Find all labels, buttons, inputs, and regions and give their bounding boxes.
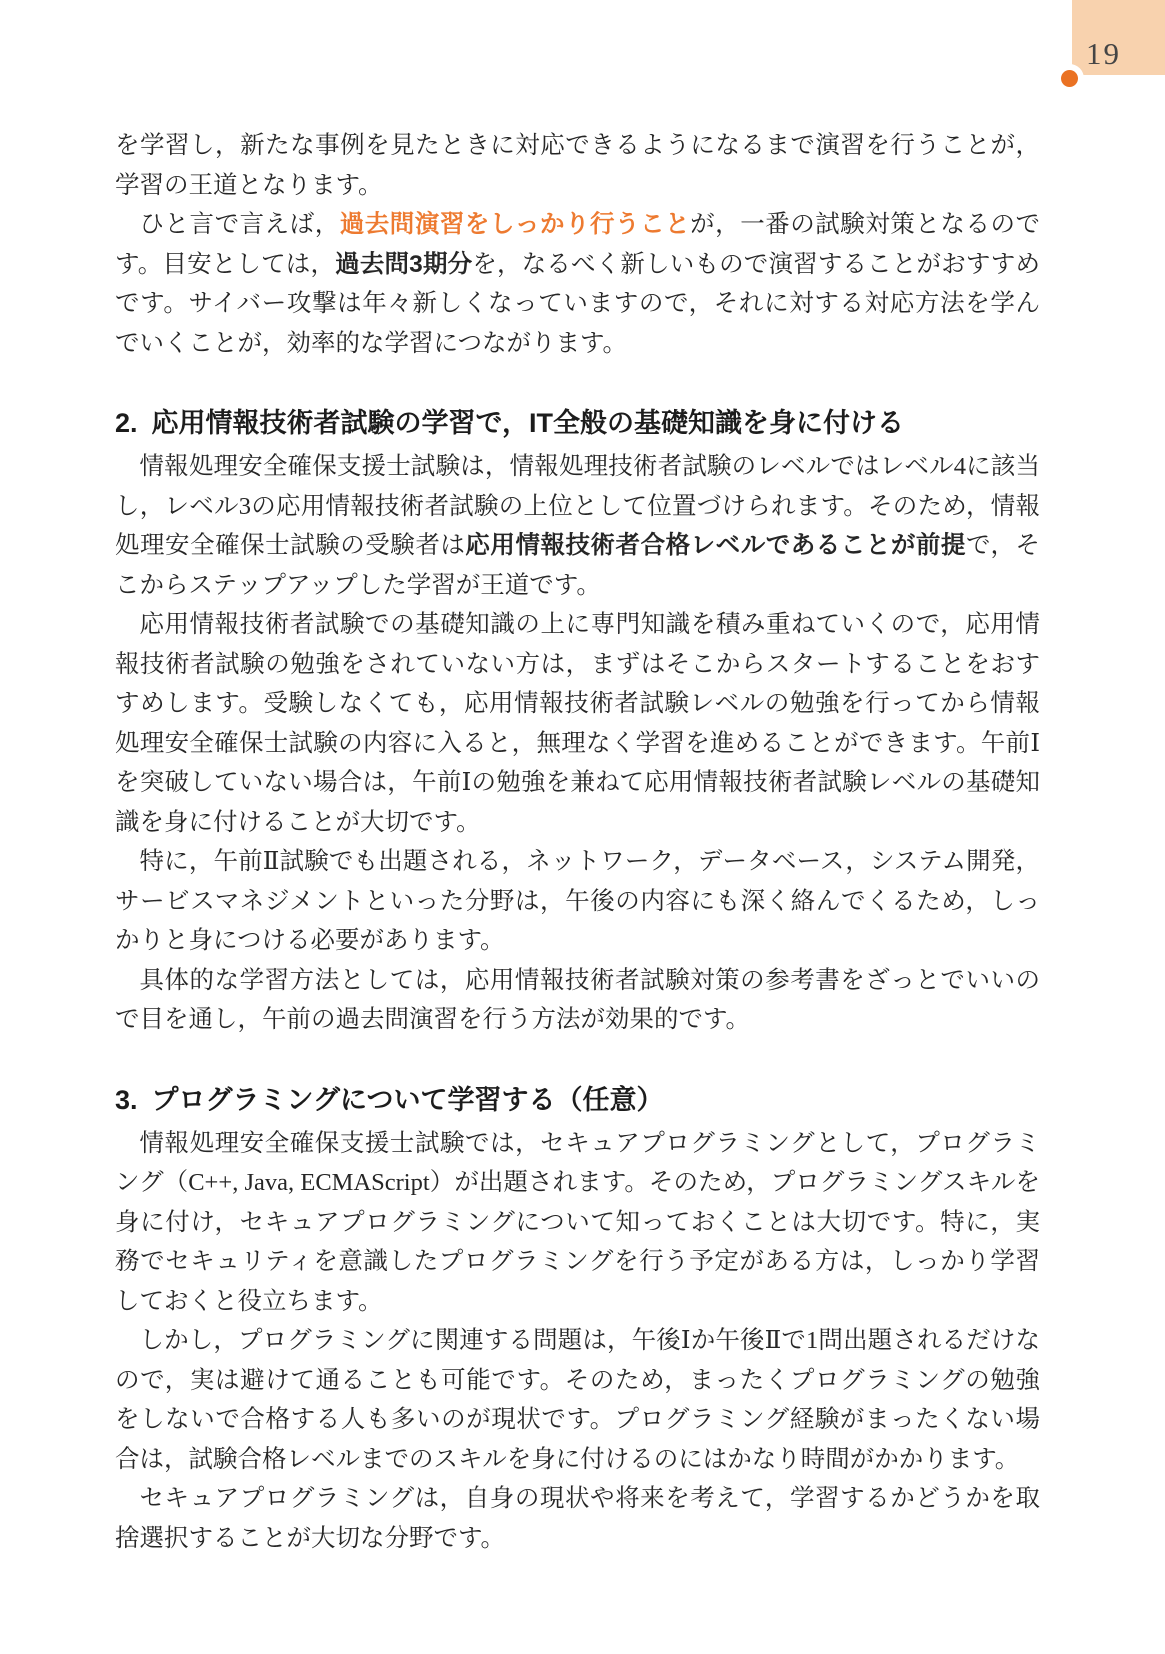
body-text: を，なるべく新しいもので演習することがおすすめです。サイバー攻撃は年々新しくなっていますので，それに対する対応方法を学んでいくことが，効率的な学習につながります。 bbox=[115, 250, 1040, 357]
section-number: 2. bbox=[115, 408, 138, 438]
emphasis-text: 応用情報技術者合格レベルであることが前提 bbox=[465, 532, 966, 559]
paragraph bbox=[115, 1321, 1040, 1479]
paragraph bbox=[115, 205, 1040, 363]
section-number: 3. bbox=[115, 1084, 138, 1115]
body-text: ひと言で言えば， bbox=[139, 211, 340, 238]
body-text: 情報処理安全確保支援士試験は，情報処理技術者試験のレベルではレベル4に該当し，レベル3の応用情報技術者試験の上位として位置づけられます。そのため，情報処理安全確保士試験の受験者は bbox=[115, 453, 1040, 559]
body-text: セキュアプログラミングは，自身の現状や将来を考えて，学習するかどうかを取捨選択することが大切な分野です。 bbox=[115, 1485, 1040, 1552]
body-text: しかし，プログラミングに関連する問題は，午後Ⅰか午後Ⅱで1問出題されるだけなので，実は避けて通ることも可能です。そのため，まったくプログラミングの勉強をしないで合格する人も多いのが現状です。プログラミング経験がまったくない場合は，試験合格レベルまでのスキルを身に付けるのにはかなり時間がかかります。 bbox=[115, 1327, 1040, 1473]
body-text: を学習し，新たな事例を見たときに対応できるようになるまで演習を行うことが，学習の王道となります。 bbox=[115, 132, 1040, 199]
emphasis-text: 過去問3期分 bbox=[335, 250, 473, 278]
paragraph bbox=[115, 1479, 1040, 1558]
paragraph bbox=[115, 447, 1040, 605]
emphasis-text: 過去問演習をしっかり行うこと bbox=[339, 211, 691, 238]
corner-dot-icon bbox=[1061, 70, 1078, 87]
page-number: 19 bbox=[1086, 36, 1121, 71]
body-text: 具体的な学習方法としては，応用情報技術者試験対策の参考書をざっとでいいので目を通し，午前の過去問演習を行う方法が効果的です。 bbox=[115, 966, 1040, 1033]
section-heading bbox=[115, 403, 1040, 443]
paragraph bbox=[115, 961, 1040, 1040]
body-text: が，一番の試験対策となるのです。目安としては， bbox=[115, 211, 1041, 278]
paragraph bbox=[115, 842, 1040, 961]
section-title: プログラミングについて学習する（任意） bbox=[151, 1084, 664, 1115]
paragraph bbox=[115, 1124, 1040, 1322]
paragraph bbox=[115, 605, 1040, 842]
section-title: 応用情報技術者試験の学習で，IT全般の基礎知識を身に付ける bbox=[151, 408, 904, 438]
page-body bbox=[115, 126, 1040, 1558]
body-text: 情報処理安全確保支援士試験では，セキュアプログラミングとして，プログラミング（C++, Java, ECMAScript）が出題されます。そのため，プログラミングスキルを身に付け，セキュアプログラミングについて知っておくことは大切です。特に，実務でセキュリティを意識したプログラミングを行う予定がある方は，しっかり学習しておくと役立ちます。 bbox=[115, 1129, 1040, 1315]
body-text: で，そこからステップアップした学習が王道です。 bbox=[115, 532, 1041, 599]
section-heading bbox=[115, 1080, 1040, 1120]
paragraph bbox=[115, 126, 1040, 205]
body-text: 特に，午前Ⅱ試験でも出題される，ネットワーク，データベース，システム開発，サービスマネジメントといった分野は，午後の内容にも深く絡んでくるため，しっかりと身につける必要があります。 bbox=[115, 848, 1040, 954]
body-text: 応用情報技術者試験での基礎知識の上に専門知識を積み重ねていくので，応用情報技術者試験の勉強をされていない方は，まずはそこからスタートすることをおすすめします。受験しなくても，応用情報技術者試験レベルの勉強を行ってから情報処理安全確保士試験の内容に入ると，無理なく学習を進めることができます。午前Ⅰを突破していない場合は，午前Ⅰの勉強を兼ねて応用情報技術者試験レベルの基礎知識を身に付けることが大切です。 bbox=[115, 611, 1040, 836]
